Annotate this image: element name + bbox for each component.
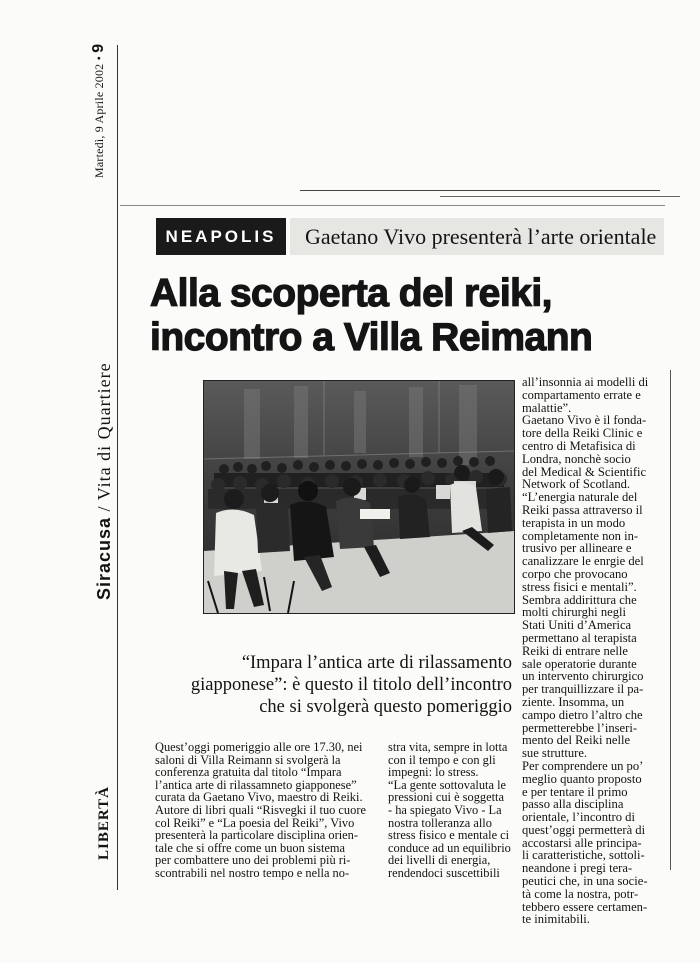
article-column-1	[155, 741, 375, 880]
text-line: stress fisici e mentali”.	[522, 579, 637, 594]
text-line: conferenza gratuita dal titolo “Impara	[155, 765, 342, 780]
audience-photo-icon	[204, 381, 514, 613]
text-line: Reiki passa attraverso il	[522, 502, 643, 517]
date-line: Martedì, 9 Aprile 2002 • 9	[90, 43, 107, 178]
section-name: Vita di Quartiere	[94, 362, 114, 501]
text-line: con il tempo e con gli	[388, 752, 496, 767]
text-line: canalizzare le enrgie del	[522, 554, 644, 569]
text-line: per combattere uno dei problemi più ri-	[155, 853, 351, 868]
text-line: “L’energia naturale del	[522, 490, 638, 505]
text-line: sale operatorie durante	[522, 656, 637, 671]
text-line: Londra, nonchè socio	[522, 451, 631, 466]
text-line: corpo che provocano	[522, 566, 628, 581]
headline-line-1: Alla scoperta del reiki,	[150, 272, 553, 315]
text-line: rendendoci suscettibili	[388, 865, 500, 880]
text-line: Quest’oggi pomeriggio alle ore 17.30, nei	[155, 740, 363, 754]
text-line: per tranquillizzare il pa-	[522, 682, 644, 697]
text-line: terapista in un modo	[522, 515, 626, 530]
text-line: tore della Reiki Clinic e	[522, 426, 643, 441]
text-line: permetterebbe l’inseri-	[522, 720, 638, 735]
article-column-2	[388, 741, 516, 880]
text-line: peutici che, in una socie-	[522, 874, 648, 889]
article-column-right	[522, 376, 662, 926]
text-line: centro di Metafisica di	[522, 438, 636, 453]
text-line: permettano al terapista	[522, 630, 637, 645]
text-line: ziente. Insomma, un	[522, 694, 625, 709]
text-line: te inimitabili.	[522, 912, 590, 927]
top-rule-secondary	[440, 196, 680, 197]
text-line: meglio quanto proposto	[522, 771, 642, 786]
text-line: tebbero essere certamen-	[522, 899, 648, 914]
text-line: presenterà la particolare disciplina orien-	[155, 828, 358, 843]
text-line: all’insonnia ai modelli di	[522, 375, 649, 389]
text-line: compartamento errate e	[522, 387, 641, 402]
text-line: impegni: lo stress.	[388, 765, 479, 780]
text-line: “La gente sottovaluta le	[388, 777, 507, 792]
section-city: Siracusa	[94, 516, 114, 600]
text-line: Reiki di entrare nelle	[522, 643, 628, 658]
text-line: un intervento chirurgico	[522, 669, 644, 684]
text-line: tale che si offre come un buon sistema	[155, 840, 346, 855]
right-column-rule	[670, 370, 671, 870]
text-line: malattie”.	[522, 400, 572, 415]
text-line: Autore di libri quali “Risvegki il tuo cuore	[155, 802, 366, 817]
newspaper-name: LIBERTÀ	[96, 786, 112, 860]
text-line: quest’oggi permetterà di	[522, 822, 646, 837]
neapolis-tag: NEAPOLIS	[156, 218, 286, 255]
text-line: stra vita, sempre in lotta	[388, 740, 508, 754]
article-subtitle: Gaetano Vivo presenterà l’arte orientale	[305, 224, 657, 249]
text-line: stress fisico e mentale ci	[388, 828, 510, 843]
text-line: Per comprendere un po’	[522, 758, 644, 773]
text-line: saloni di Villa Reimann si svolgerà la	[155, 752, 341, 767]
text-line: passo alla disciplina	[522, 797, 624, 812]
text-line: sue strutture.	[522, 746, 588, 761]
text-line: - ha spiegato Vivo - La	[388, 802, 502, 817]
text-line: mento del Reiki nelle	[522, 733, 631, 748]
audience-photo	[203, 380, 515, 614]
top-rule-tertiary	[120, 205, 665, 206]
text-line: neandone i pregi tera-	[522, 861, 633, 876]
text-line: completamente non in-	[522, 528, 639, 543]
text-line: l’antica arte di rilassamneto giapponese”	[155, 777, 357, 792]
text-line: Stati Uniti d’America	[522, 618, 632, 633]
text-line: accostarsi alle principa-	[522, 835, 642, 850]
text-line: molti chirurghi negli	[522, 605, 627, 620]
text-line: curata da Gaetano Vivo, maestro di Reiki.	[155, 790, 363, 805]
pull-quote-line-3: che si svolgerà questo pomeriggio	[259, 697, 512, 717]
text-line: col Reiki” e “La poesia del Reiki”, Vivo	[155, 815, 355, 830]
text-line: trusivo per allineare e	[522, 541, 632, 556]
date-text: Martedì, 9 Aprile 2002	[92, 63, 106, 178]
margin-rule	[117, 45, 118, 890]
text-line: tà come la nostra, potr-	[522, 886, 639, 901]
text-line: campo dietro l’altro che	[522, 707, 643, 722]
pull-quote	[160, 652, 512, 718]
pull-quote-line-2: giapponese”: è questo il titolo dell’incontro	[190, 675, 512, 695]
text-line: Network of Scotland.	[522, 477, 631, 492]
text-line: scontrabili nel nostro tempo e nella no-	[155, 865, 350, 880]
text-line: dei livelli di energia,	[388, 853, 491, 868]
headline-line-2: incontro a Villa Reimann	[150, 316, 593, 359]
text-line: orientale, l’incontro di	[522, 810, 635, 825]
text-line: nostra tolleranza allo	[388, 815, 492, 830]
section-line: Siracusa / Vita di Quartiere	[94, 362, 114, 600]
text-line: del Medical & Scientific	[522, 464, 647, 479]
text-line: e per tentare il primo	[522, 784, 628, 799]
headline	[150, 272, 665, 360]
text-line: pressioni cui è soggetta	[388, 790, 504, 805]
text-line: li caratteristiche, sottoli-	[522, 848, 645, 863]
pull-quote-line-1: “Impara l’antica arte di rilassamento	[241, 653, 512, 673]
text-line: Sembra addirittura che	[522, 592, 637, 607]
top-rule	[300, 190, 660, 191]
text-line: Gaetano Vivo è il fonda-	[522, 413, 647, 428]
page-number: 9	[90, 43, 107, 53]
text-line: conduce ad un equilibrio	[388, 840, 511, 855]
